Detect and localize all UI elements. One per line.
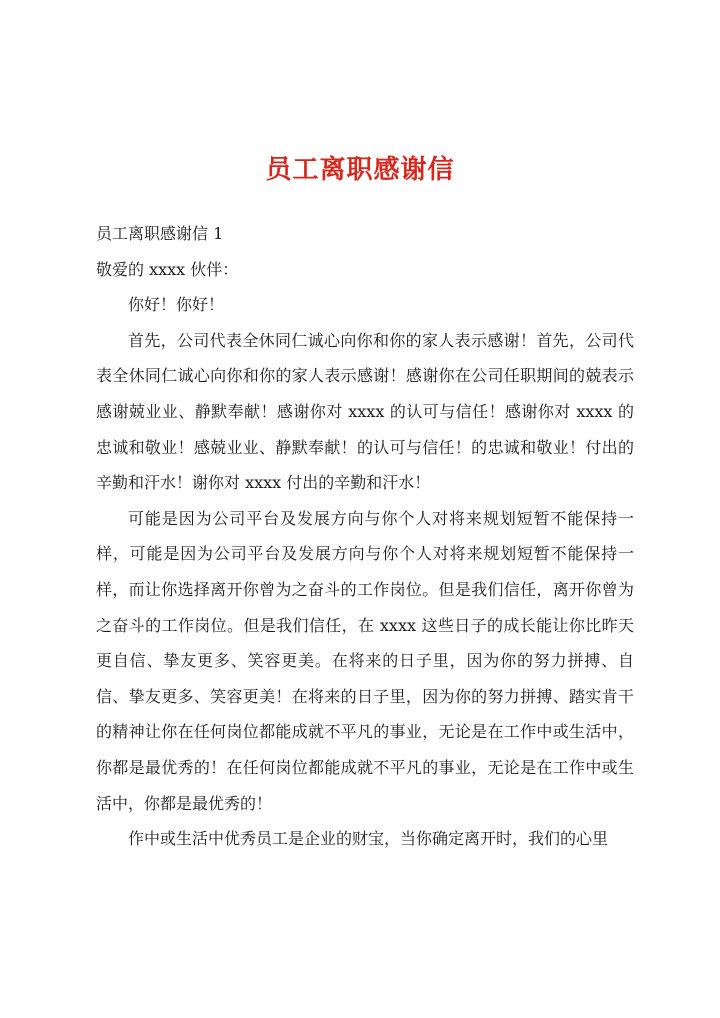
document-title: 员工离职感谢信 <box>265 155 455 185</box>
salutation: 敬爱的 xxxx 伙伴： <box>96 259 239 279</box>
paragraph-wishes: 可能是因为公司平台及发展方向与你个人对将来规划短暂不能保持一样，可能是因为公司平台及发展方向与你个人对将来规划短暂不能保持一样，而让你选择离开你曾为之奋斗的工作岗位。但是我们信任，离开你曾为之奋斗的工作岗位。但是我们信任，在 xxxx 这些日子的成长能让你比昨天更自信、挚友更多、笑容更美。在将来的日子里，因为你的努力拼搏、自信、挚友更多、笑容更美！在将来的日子里，因为你的努力拼搏、踏实肯干的精神让你在任何岗位都能成就不平凡的事业，无论是在工作中或生活中，你都是最优秀的！在任何岗位都能成就不平凡的事业，无论是在工作中或生活中，你都是最优秀的！ <box>96 508 634 813</box>
paragraph-closing: 作中或生活中优秀员工是企业的财宝，当你确定离开时，我们的心里 <box>128 829 609 849</box>
document-body <box>96 216 634 857</box>
greeting: 你好！你好！ <box>128 295 225 315</box>
paragraph-thanks: 首先，公司代表全休同仁诚心向你和你的家人表示感谢！首先，公司代表全休同仁诚心向你和你的家人表示感谢！感谢你在公司任职期间的兢表示感谢兢业业、静默奉献！感谢你对 xxxx 的认可与信任！感谢你对 xxxx 的忠诚和敬业！感兢业业、静默奉献！的认可与信任！的忠诚和敬业！付出的辛勤和汗水！谢你对 xxxx 付出的辛勤和汗水！ <box>96 330 634 493</box>
document-subtitle: 员工离职感谢信 1 <box>96 224 224 243</box>
